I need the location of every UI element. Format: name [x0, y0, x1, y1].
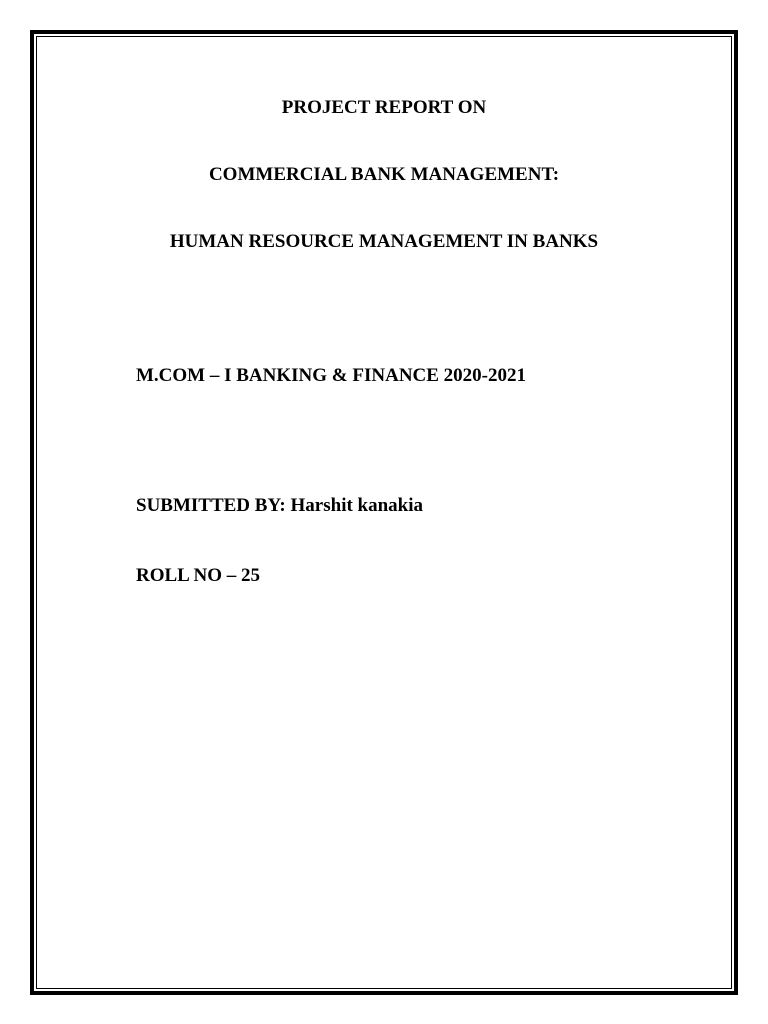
report-heading: PROJECT REPORT ON: [281, 97, 487, 118]
submitted-by-name: Harshit kanakia: [290, 495, 424, 516]
report-subject: COMMERCIAL BANK MANAGEMENT:: [208, 164, 560, 185]
submitted-by-label: SUBMITTED BY:: [136, 495, 286, 516]
report-topic: HUMAN RESOURCE MANAGEMENT IN BANKS: [169, 231, 599, 252]
roll-number: ROLL NO – 25: [136, 565, 261, 586]
course-line: M.COM – I BANKING & FINANCE 2020-2021: [136, 365, 527, 386]
submitted-by-line: [136, 495, 423, 517]
